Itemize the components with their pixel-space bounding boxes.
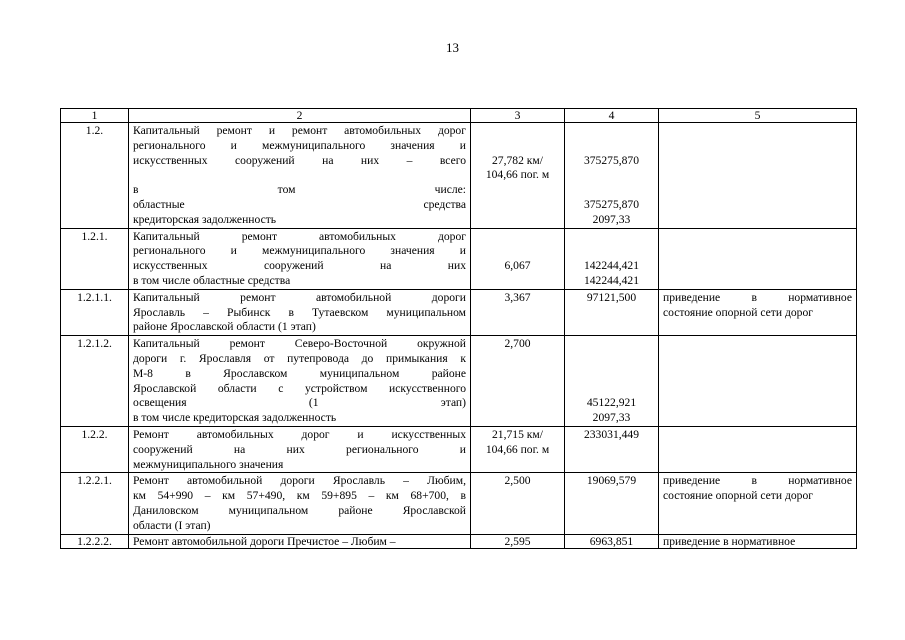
amount-cell-line bbox=[569, 382, 654, 397]
amount-cell-line: 45122,921 bbox=[586, 396, 637, 410]
length-cell-line bbox=[475, 382, 560, 397]
item-description-line: межмуниципального значения bbox=[133, 457, 284, 471]
length-cell bbox=[471, 289, 565, 335]
item-description-line: Капитальный ремонт автомобильных дорог bbox=[133, 229, 466, 243]
page-number: 13 bbox=[446, 40, 459, 55]
amount-cell-line: 19069,579 bbox=[586, 474, 637, 488]
item-description-line: регионального и межмуниципального значения и bbox=[133, 244, 466, 258]
result-cell bbox=[659, 473, 857, 534]
length-cell bbox=[471, 426, 565, 472]
result-cell-line: приведение в нормативное bbox=[663, 534, 796, 548]
length-cell-line bbox=[475, 213, 560, 228]
result-cell-line: приведение в нормативное bbox=[663, 290, 852, 304]
length-cell bbox=[471, 336, 565, 427]
length-cell-line: 2,700 bbox=[504, 337, 531, 351]
item-description-line: М-8 в Ярославском муниципальном районе bbox=[133, 366, 466, 380]
table-row bbox=[61, 228, 857, 289]
amount-cell bbox=[565, 473, 659, 534]
item-description-line: Ремонт автомобильной дороги Пречистое – Любим – bbox=[133, 534, 396, 548]
amount-cell bbox=[565, 289, 659, 335]
item-description-line: Ремонт автомобильных дорог и искусственных bbox=[133, 427, 466, 441]
item-description-line: искусственных сооружений на них bbox=[133, 259, 466, 273]
amount-cell-line bbox=[569, 367, 654, 382]
length-cell-line bbox=[475, 244, 560, 259]
item-description-line: Ремонт автомобильной дороги Ярославль – Любим, bbox=[133, 474, 466, 488]
amount-cell-line bbox=[569, 244, 654, 259]
table-row bbox=[61, 534, 857, 548]
item-number: 1.2.2.2. bbox=[61, 534, 129, 548]
table-row bbox=[61, 289, 857, 335]
length-cell-line bbox=[475, 411, 560, 426]
length-cell-line bbox=[475, 124, 560, 139]
item-description bbox=[129, 336, 471, 427]
amount-cell-line bbox=[569, 230, 654, 245]
item-number: 1.2.2.1. bbox=[61, 473, 129, 534]
length-cell-line: 3,367 bbox=[504, 290, 531, 304]
table-row bbox=[61, 336, 857, 427]
result-cell-line: приведение в нормативное bbox=[663, 474, 852, 488]
program-table bbox=[60, 108, 857, 549]
length-cell-line: 2,500 bbox=[504, 474, 531, 488]
length-cell-line bbox=[475, 183, 560, 198]
item-description bbox=[129, 228, 471, 289]
item-description bbox=[129, 426, 471, 472]
length-cell-line: 2,595 bbox=[504, 534, 531, 548]
table-row bbox=[61, 473, 857, 534]
length-cell bbox=[471, 534, 565, 548]
item-description-line: в том числе: bbox=[133, 183, 466, 197]
item-description-line: Даниловском муниципальном районе Ярославской bbox=[133, 503, 466, 517]
amount-cell-line bbox=[569, 124, 654, 139]
header-cell: 4 bbox=[565, 109, 659, 123]
length-cell-line: 21,715 км/ bbox=[492, 427, 543, 441]
length-cell-line bbox=[475, 352, 560, 367]
item-number: 1.2.2. bbox=[61, 426, 129, 472]
item-description-line: в том числе областные средства bbox=[133, 273, 291, 287]
item-description-line: искусственных сооружений на них – всего bbox=[133, 153, 466, 167]
result-cell bbox=[659, 123, 857, 229]
amount-cell-line: 6963,851 bbox=[589, 534, 634, 548]
amount-cell bbox=[565, 228, 659, 289]
header-cell: 1 bbox=[61, 109, 129, 123]
item-description-line: сооружений на них регионального и bbox=[133, 442, 466, 456]
length-cell-line: 6,067 bbox=[504, 259, 531, 273]
amount-cell bbox=[565, 123, 659, 229]
result-cell bbox=[659, 426, 857, 472]
table-row bbox=[61, 123, 857, 229]
length-cell-line bbox=[475, 230, 560, 245]
item-description-line: Капитальный ремонт Северо-Восточной окружной bbox=[133, 337, 466, 351]
item-description bbox=[129, 534, 471, 548]
amount-cell bbox=[565, 534, 659, 548]
header-cell: 5 bbox=[659, 109, 857, 123]
amount-cell-line: 97121,500 bbox=[586, 290, 637, 304]
result-cell-line: состояние опорной сети дорог bbox=[663, 305, 813, 319]
amount-cell bbox=[565, 426, 659, 472]
table-row bbox=[61, 426, 857, 472]
length-cell-line bbox=[475, 198, 560, 213]
item-description-line: км 54+990 – км 57+490, км 59+895 – км 68+700, в bbox=[133, 489, 466, 503]
item-description-line: регионального и межмуниципального значения и bbox=[133, 138, 466, 152]
amount-cell bbox=[565, 336, 659, 427]
table-header-row bbox=[61, 109, 857, 123]
result-cell bbox=[659, 228, 857, 289]
amount-cell-line: 375275,870 bbox=[583, 197, 640, 211]
item-number: 1.2.1.1. bbox=[61, 289, 129, 335]
item-description-line: областные средства bbox=[133, 197, 466, 211]
result-cell-line: состояние опорной сети дорог bbox=[663, 489, 813, 503]
amount-cell-line: 375275,870 bbox=[583, 153, 640, 167]
length-cell bbox=[471, 228, 565, 289]
item-description bbox=[129, 123, 471, 229]
length-cell-line bbox=[475, 274, 560, 289]
amount-cell-line bbox=[569, 337, 654, 352]
amount-cell-line bbox=[569, 183, 654, 198]
amount-cell-line: 142244,421 bbox=[583, 273, 640, 287]
item-number: 1.2. bbox=[61, 123, 129, 229]
item-description-line: районе Ярославской области (1 этап) bbox=[133, 320, 316, 334]
item-description-line: кредиторская задолженность bbox=[133, 212, 277, 226]
item-description-line: дороги г. Ярославля от путепровода до примыкания к bbox=[133, 351, 466, 365]
length-cell bbox=[471, 123, 565, 229]
item-description-line: Ярославль – Рыбинск в Тутаевском муниципальном bbox=[133, 305, 466, 319]
result-cell bbox=[659, 534, 857, 548]
length-cell-line: 104,66 пог. м bbox=[485, 442, 550, 456]
length-cell-line: 104,66 пог. м bbox=[485, 168, 550, 182]
item-description-line: Ярославской области с устройством искусственного bbox=[133, 381, 466, 395]
header-cell: 2 bbox=[129, 109, 471, 123]
item-description-line: Капитальный ремонт и ремонт автомобильных дорог bbox=[133, 124, 466, 137]
item-description-line: Капитальный ремонт автомобильной дороги bbox=[133, 290, 466, 304]
length-cell-line bbox=[475, 139, 560, 154]
amount-cell-line: 2097,33 bbox=[592, 411, 631, 425]
amount-cell-line bbox=[569, 168, 654, 183]
amount-cell-line: 233031,449 bbox=[583, 427, 640, 441]
length-cell-line bbox=[475, 396, 560, 411]
result-cell bbox=[659, 289, 857, 335]
result-cell bbox=[659, 336, 857, 427]
amount-cell-line bbox=[569, 139, 654, 154]
item-description-line: в том числе кредиторская задолженность bbox=[133, 411, 337, 425]
item-description bbox=[129, 473, 471, 534]
item-description-line bbox=[133, 168, 466, 183]
amount-cell-line bbox=[569, 352, 654, 367]
amount-cell-line: 142244,421 bbox=[583, 259, 640, 273]
header-cell: 3 bbox=[471, 109, 565, 123]
length-cell bbox=[471, 473, 565, 534]
length-cell-line bbox=[475, 367, 560, 382]
length-cell-line: 27,782 км/ bbox=[492, 153, 543, 167]
item-description-line: освещения (1 этап) bbox=[133, 396, 466, 410]
item-number: 1.2.1.2. bbox=[61, 336, 129, 427]
item-description-line: области (I этап) bbox=[133, 518, 211, 532]
item-number: 1.2.1. bbox=[61, 228, 129, 289]
amount-cell-line: 2097,33 bbox=[592, 212, 631, 226]
item-description bbox=[129, 289, 471, 335]
